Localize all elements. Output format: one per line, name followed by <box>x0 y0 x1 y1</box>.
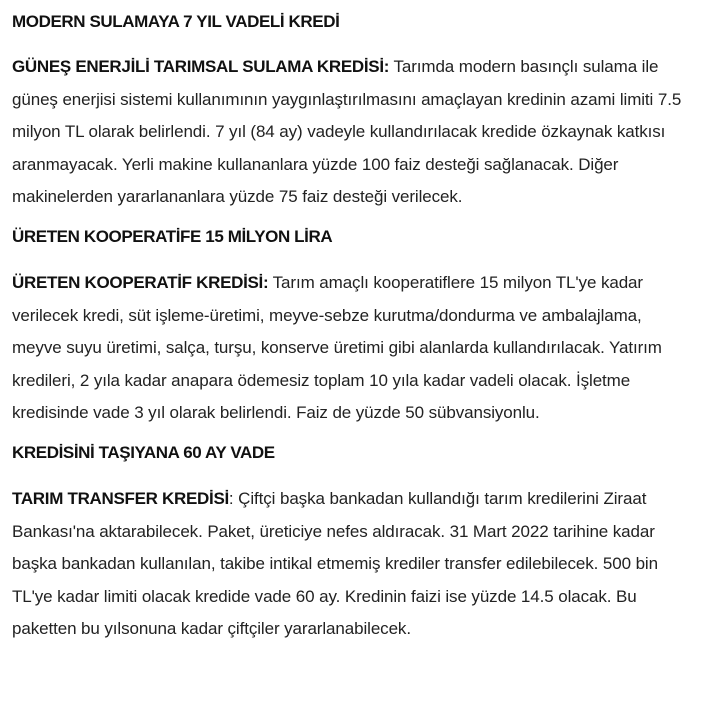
section-paragraph-cooperative <box>12 267 695 430</box>
section-heading-transfer: KREDİSİNİ TAŞIYANA 60 AY VADE <box>12 442 275 462</box>
paragraph-lead-transfer: TARIM TRANSFER KREDİSİ <box>12 488 229 508</box>
section-paragraph-transfer <box>12 483 695 646</box>
paragraph-body-transfer: : Çiftçi başka bankadan kullandığı tarım kredilerini Ziraat Bankası'na aktarabilecek. Paket, üreticiye nefes aldıracak. 31 Mart 2022 tarihine kadar başka bankadan kullanılan, takibe intikal etmemiş krediler transfer edilebilecek. 500 bin TL'ye kadar limiti olacak kredide vade 60 ay. Kredinin faizi ise yüzde 14.5 olacak. Bu paketten bu yılsonuna kadar çiftçiler yararlanabilecek. <box>12 488 658 639</box>
paragraph-lead-cooperative: ÜRETEN KOOPERATİF KREDİSİ: <box>12 272 269 292</box>
paragraph-body-cooperative: Tarım amaçlı kooperatiflere 15 milyon TL'ye kadar verilecek kredi, süt işleme-üretimi, meyve-sebze kurutma/dondurma ve ambalajlama, meyve suyu üretimi, salça, turşu, konserve üretimi gibi alanlarda kullandırılacak. Yatırım kredileri, 2 yıla kadar anapara ödemesiz toplam 10 yıla kadar vadeli olacak. İşletme kredisinde vade 3 yıl olarak belirlendi. Faiz de yüzde 50 sübvansiyonlu. <box>12 272 662 423</box>
section-heading-cooperative: ÜRETEN KOOPERATİFE 15 MİLYON LİRA <box>12 226 333 246</box>
paragraph-body-irrigation: Tarımda modern basınçlı sulama ile güneş enerjisi sistemi kullanımının yaygınlaştırılmasını amaçlayan kredinin azami limiti 7.5 milyon TL olarak belirlendi. 7 yıl (84 ay) vadeyle kullandırılacak kredide özkaynak katkısı aranmayacak. Yerli makine kullananlara yüzde 100 faiz desteği sağlanacak. Diğer makinelerden yararlananlara yüzde 75 faiz desteği verilecek. <box>12 57 682 207</box>
section-heading-irrigation: MODERN SULAMAYA 7 YIL VADELİ KREDİ <box>12 12 340 31</box>
paragraph-lead-irrigation: GÜNEŞ ENERJİLİ TARIMSAL SULAMA KREDİSİ: <box>12 57 390 76</box>
section-paragraph-irrigation <box>12 51 695 214</box>
